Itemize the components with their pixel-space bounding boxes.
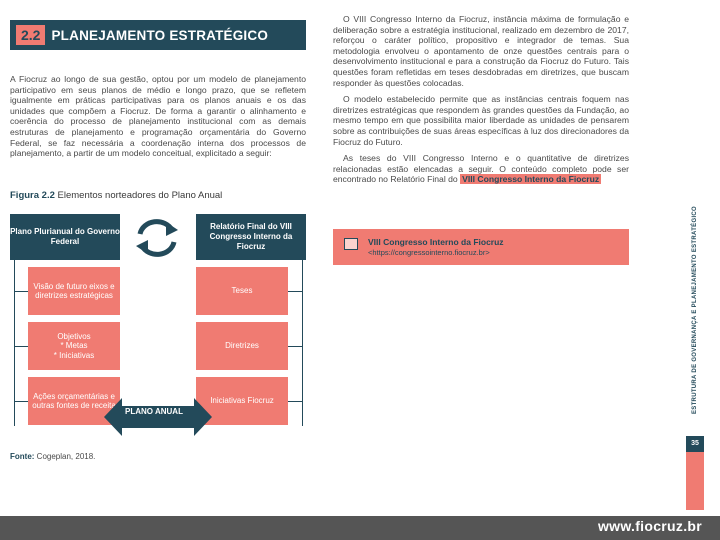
- link-url[interactable]: <https://congressointerno.fiocruz.br>: [368, 248, 490, 257]
- link-box[interactable]: [333, 229, 629, 265]
- left-tick-1: [14, 291, 28, 292]
- source-text: Cogeplan, 2018.: [36, 452, 96, 461]
- right-box-1-label: Teses: [231, 286, 253, 296]
- figure-title: [10, 190, 222, 201]
- left-tick-2: [14, 346, 28, 347]
- paragraph-3: [333, 153, 629, 185]
- left-box-1-label: Visão de futuro eixos e diretrizes estratégicas: [33, 281, 115, 300]
- figure-source: [10, 452, 95, 461]
- section-header: [10, 20, 306, 50]
- section-number: 2.2: [16, 25, 45, 45]
- right-box-2-label: Diretrizes: [225, 341, 259, 351]
- right-tick-1: [288, 291, 302, 292]
- left-box-3-label: Ações orçamentárias e outras fontes de receita: [32, 391, 116, 410]
- paragraph-3-text: As teses do VIII Congresso Interno e o quantitative de diretrizes relacionadas estão elencadas a seguir. O conteúdo completo pode ser encontrado no Relatório Final do: [333, 153, 629, 185]
- footer-site[interactable]: www.fiocruz.br: [597, 518, 702, 534]
- paragraph-2: O modelo estabelecido permite que as instâncias centrais foquem nas diretrizes estratégicas que respondem às grandes questões da Fundação, ao mesmo tempo em que possibilita maior liberdade as unidades de pensarem sobre as contribuições de suas áreas específicas à luz dos direcionadores da Fiocruz do Futuro.: [333, 94, 629, 147]
- section-title: PLANEJAMENTO ESTRATÉGICO: [51, 27, 269, 43]
- double-arrow-icon: [104, 396, 212, 438]
- figure-caption: Elementos norteadores do Plano Anual: [57, 190, 223, 201]
- right-box-1: [196, 267, 288, 315]
- side-vertical-label: ESTRUTURA DE GOVERNANÇA E PLANEJAMENTO ESTRATÉGICO: [692, 205, 699, 415]
- right-tick-2: [288, 346, 302, 347]
- cycle-arrows-icon: [132, 216, 182, 260]
- left-tick-3: [14, 401, 28, 402]
- right-column: [333, 14, 629, 191]
- image-icon: [344, 238, 358, 250]
- plano-anual-label: PLANO ANUAL: [125, 407, 183, 416]
- left-box-1: [28, 267, 120, 315]
- right-box-3-label: Iniciativas Fiocruz: [210, 396, 274, 406]
- left-box-2: [28, 322, 120, 370]
- right-box-2: [196, 322, 288, 370]
- side-red-bar: [686, 452, 704, 510]
- intro-paragraph: A Fiocruz ao longo de sua gestão, optou por um modelo de planejamento participativo em seus planos de médio e longo prazo, que se refletem igualmente em práticas participativas para os planos anuais e os das unidades que compõem a Fiocruz. De forma a garantir o alinhamento e coerência do processo de planejamento institucional com as demais estruturas de planejamento e programação orçamentária do Governo Federal, se faz necessária a coordenação interna dos processos de planejamento, a partir de um modelo conceitual, explicitado a seguir:: [10, 74, 306, 159]
- source-label: Fonte:: [10, 452, 35, 461]
- left-box-2-label: Objetivos * Metas * Iniciativas: [53, 331, 95, 360]
- link-title: VIII Congresso Interno da Fiocruz: [368, 237, 504, 247]
- side-vertical-text: [686, 190, 704, 430]
- right-tick-3: [288, 401, 302, 402]
- congresso-link[interactable]: VIII Congresso Interno da Fiocruz: [462, 174, 600, 185]
- paragraph-1: O VIII Congresso Interno da Fiocruz, instância máxima de formulação e deliberação sobre a estratégia institucional, realizado em dezembro de 2017, reforçou o caráter político, propositivo e integrador de temas. Sua metodologia envolveu o apontamento de onze questões centrais para o desenvolvimento institucional e para a construção da Fiocruz do Futuro. Tais questões foram refletidas em teses desdobradas em diretrizes, que buscam responder às questões colocadas.: [333, 14, 629, 88]
- right-connector: [302, 260, 303, 426]
- intro-text: [10, 74, 306, 165]
- left-header: Plano Plurianual do Governo Federal: [10, 214, 120, 260]
- figure-label: Figura 2.2: [10, 190, 55, 201]
- right-header: Relatório Final do VIII Congresso Interno da Fiocruz: [196, 214, 306, 260]
- page-number: 35: [686, 436, 704, 452]
